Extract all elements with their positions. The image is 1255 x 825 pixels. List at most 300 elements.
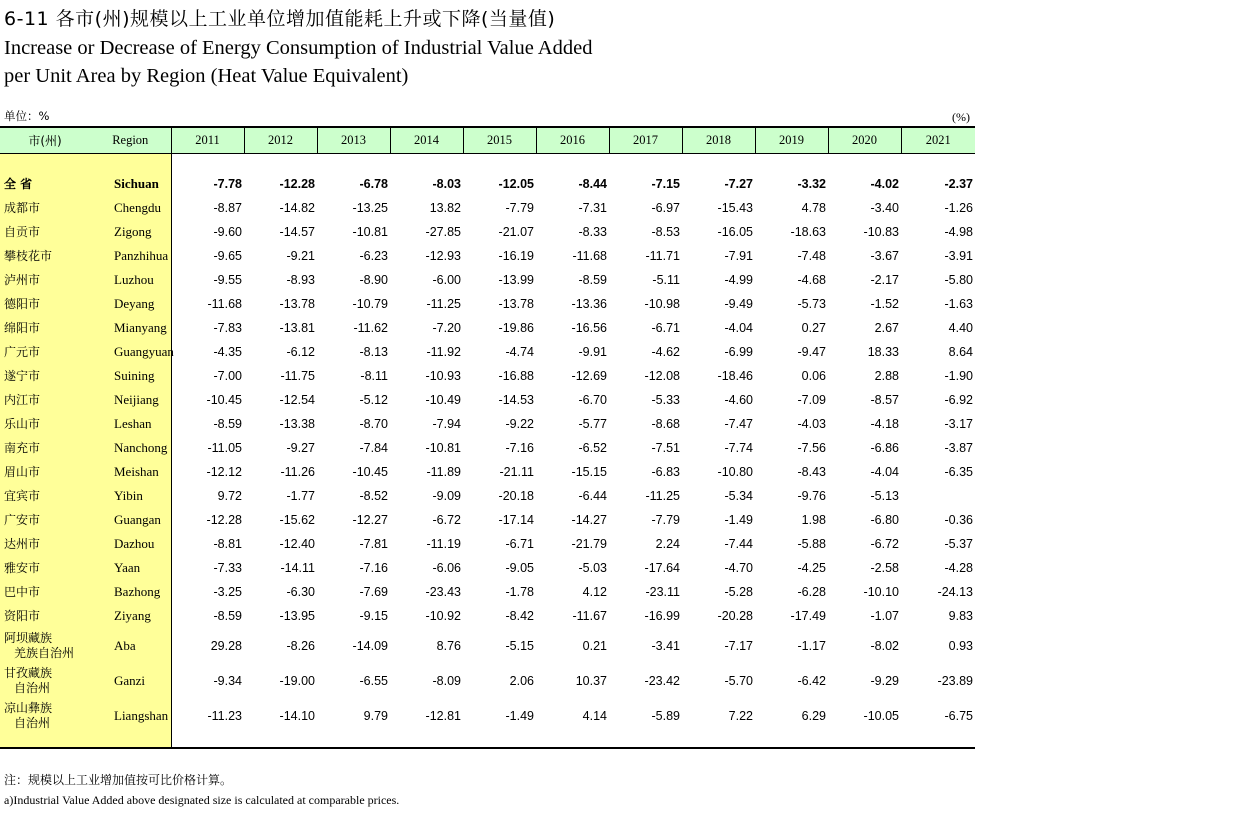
value-cell-2013: -7.84 xyxy=(359,441,388,455)
energy-table xyxy=(0,126,975,749)
value-cell-2012: -13.38 xyxy=(279,417,315,431)
value-cell-2012: -8.26 xyxy=(286,638,315,653)
region-name-en: Yaan xyxy=(90,556,171,580)
city-name-cn-line1: 广元市 xyxy=(4,344,41,359)
end-cell xyxy=(171,733,975,748)
end-cell xyxy=(0,733,90,748)
value-cell-2012: -14.10 xyxy=(279,708,315,723)
region-name-en: Ziyang xyxy=(90,604,171,628)
value-cell-2013: -7.16 xyxy=(359,561,388,575)
value-cell-2014: -11.92 xyxy=(426,345,461,359)
value-cell-2012: -14.11 xyxy=(280,561,315,575)
city-name-cn xyxy=(0,268,90,292)
value-cell-2018: -15.43 xyxy=(717,201,753,215)
value-cell-2017: -8.68 xyxy=(651,417,680,431)
value-cell-2011: -8.81 xyxy=(171,532,244,556)
city-name-cn xyxy=(0,316,90,340)
value-cell-2015: -9.22 xyxy=(505,417,534,431)
value-cell-2019: -9.76 xyxy=(797,489,826,503)
region-name-en: Panzhihua xyxy=(90,244,171,268)
city-name-cn xyxy=(0,580,90,604)
region-name-en: Guangan xyxy=(90,508,171,532)
region-name-en: Deyang xyxy=(90,292,171,316)
table-row xyxy=(0,292,975,316)
value-cell-2015: -1.49 xyxy=(505,708,534,723)
value-cell-2014: -9.09 xyxy=(432,489,461,503)
value-cell-2013: -9.15 xyxy=(359,609,388,623)
table-row xyxy=(0,220,975,244)
value-cell-2020: -6.86 xyxy=(870,441,899,455)
value-cell-2020: -8.02 xyxy=(870,638,899,653)
value-cell-2016: -5.03 xyxy=(578,561,607,575)
value-cell-2021: -2.37 xyxy=(944,177,973,191)
city-name-cn xyxy=(0,292,90,316)
value-cell-2013: -6.23 xyxy=(359,249,388,263)
value-cell-2018: -4.70 xyxy=(724,561,753,575)
value-cell-2016: 4.12 xyxy=(582,585,607,599)
value-cell-2018: -7.47 xyxy=(724,417,753,431)
table-title-en xyxy=(4,34,704,90)
value-cell-2021 xyxy=(901,484,975,508)
value-cell-2017: -5.89 xyxy=(651,708,680,723)
table-row xyxy=(0,268,975,292)
value-cell-2015: -7.16 xyxy=(505,441,534,455)
value-cell-2015: -5.15 xyxy=(505,638,534,653)
header-year-2017: 2017 xyxy=(609,127,682,154)
value-cell-2020: -3.40 xyxy=(870,201,899,215)
value-cell-2015: -9.05 xyxy=(505,561,534,575)
value-cell-2018: -7.74 xyxy=(724,441,753,455)
value-cell-2021: -3.87 xyxy=(944,441,973,455)
value-cell-2011: -11.68 xyxy=(171,292,244,316)
value-cell-2014: -10.81 xyxy=(425,441,461,455)
value-cell-2015: -13.78 xyxy=(498,297,534,311)
value-cell-2012: -13.95 xyxy=(279,609,315,623)
value-cell-2021: -23.89 xyxy=(937,673,973,688)
value-cell-2019: 1.98 xyxy=(801,513,826,527)
value-cell-2021: -6.35 xyxy=(944,465,973,479)
value-cell-2013: -10.79 xyxy=(352,297,388,311)
value-cell-2015: -21.07 xyxy=(498,225,534,239)
table-row xyxy=(0,244,975,268)
value-cell-2017: -11.25 xyxy=(645,489,680,503)
value-cell-2014: -7.94 xyxy=(432,417,461,431)
city-name-cn-line1: 泸州市 xyxy=(4,272,41,287)
value-cell-2012: -6.30 xyxy=(286,585,315,599)
value-cell-2015: -20.18 xyxy=(498,489,534,503)
city-name-cn xyxy=(0,508,90,532)
value-cell-2018: -20.28 xyxy=(717,609,753,623)
footnote-cn: 注：规模以上工业增加值按可比价格计算。 xyxy=(4,773,233,787)
spacer-cell xyxy=(90,154,171,173)
city-name-cn-line1: 南充市 xyxy=(4,440,41,455)
table-row xyxy=(0,532,975,556)
value-cell-2015: -17.14 xyxy=(498,513,534,527)
table-end-row xyxy=(0,733,975,748)
spacer-cell xyxy=(244,154,975,173)
city-name-cn xyxy=(0,460,90,484)
city-name-cn-line1: 全 省 xyxy=(4,176,33,191)
table-title-cn: 6-11 各市(州)规模以上工业单位增加值能耗上升或下降(当量值) xyxy=(4,8,556,30)
value-cell-2018: -1.49 xyxy=(724,513,753,527)
value-cell-2011: 29.28 xyxy=(171,628,244,663)
value-cell-2017: -7.79 xyxy=(651,513,680,527)
value-cell-2021: -6.75 xyxy=(944,708,973,723)
region-name-en: Leshan xyxy=(90,412,171,436)
value-cell-2011: -9.60 xyxy=(171,220,244,244)
title-en-line2: per Unit Area by Region (Heat Value Equivalent) xyxy=(4,65,409,87)
value-cell-2017: -4.62 xyxy=(651,345,680,359)
city-name-cn xyxy=(0,604,90,628)
value-cell-2012: -11.26 xyxy=(280,465,315,479)
value-cell-2021: -1.26 xyxy=(944,201,973,215)
value-cell-2012: -12.28 xyxy=(279,177,315,191)
table-row xyxy=(0,436,975,460)
value-cell-2014: -7.20 xyxy=(432,321,461,335)
value-cell-2018: -9.49 xyxy=(724,297,753,311)
value-cell-2019: -6.28 xyxy=(797,585,826,599)
city-name-cn-line1: 广安市 xyxy=(4,512,41,527)
value-cell-2011: 9.72 xyxy=(171,484,244,508)
value-cell-2016: -7.31 xyxy=(578,201,607,215)
table-row xyxy=(0,663,975,698)
region-name-en: Bazhong xyxy=(90,580,171,604)
title-en-line1: Increase or Decrease of Energy Consumption of Industrial Value Added xyxy=(4,37,593,59)
value-cell-2018: -5.28 xyxy=(724,585,753,599)
value-cell-2019: -7.09 xyxy=(797,393,826,407)
city-name-cn xyxy=(0,436,90,460)
value-cell-2014: -6.06 xyxy=(432,561,461,575)
value-cell-2021: -4.28 xyxy=(944,561,973,575)
value-cell-2012: -19.00 xyxy=(279,673,315,688)
region-name-en: Dazhou xyxy=(90,532,171,556)
table-row xyxy=(0,388,975,412)
value-cell-2015: -19.86 xyxy=(498,321,534,335)
value-cell-2011: -12.12 xyxy=(171,460,244,484)
value-cell-2021: 4.40 xyxy=(948,321,973,335)
value-cell-2014: -11.19 xyxy=(426,537,461,551)
value-cell-2014: -12.81 xyxy=(425,708,461,723)
value-cell-2019: 6.29 xyxy=(801,708,826,723)
city-name-cn-line1: 内江市 xyxy=(4,392,41,407)
table-row xyxy=(0,604,975,628)
header-region-en: Region xyxy=(90,127,171,154)
value-cell-2020: -10.83 xyxy=(863,225,899,239)
value-cell-2019: -6.42 xyxy=(797,673,826,688)
value-cell-2015: -4.74 xyxy=(505,345,534,359)
value-cell-2016: -5.77 xyxy=(578,417,607,431)
city-name-cn-line2: 羌族自治州 xyxy=(14,645,75,660)
value-cell-2013: -10.45 xyxy=(352,465,388,479)
table-row xyxy=(0,340,975,364)
value-cell-2017: -10.98 xyxy=(644,297,680,311)
value-cell-2021: -0.36 xyxy=(944,513,973,527)
value-cell-2013: -10.81 xyxy=(352,225,388,239)
value-cell-2020: -10.05 xyxy=(863,708,899,723)
city-name-cn xyxy=(0,698,90,733)
header-year-2021: 2021 xyxy=(901,127,975,154)
value-cell-2014: -27.85 xyxy=(425,225,461,239)
value-cell-2020: -2.17 xyxy=(870,273,899,287)
city-name-cn-line1: 甘孜藏族 xyxy=(4,665,53,680)
region-name-en: Luzhou xyxy=(90,268,171,292)
value-cell-2020: -6.72 xyxy=(870,537,899,551)
value-cell-2020: -1.52 xyxy=(870,297,899,311)
value-cell-2012: -14.82 xyxy=(279,201,315,215)
value-cell-2013: -5.12 xyxy=(359,393,388,407)
value-cell-2020: -4.18 xyxy=(870,417,899,431)
city-name-cn xyxy=(0,556,90,580)
value-cell-2018: -7.17 xyxy=(724,638,753,653)
value-cell-2016: -8.33 xyxy=(578,225,607,239)
region-name-en: Liangshan xyxy=(90,698,171,733)
value-cell-2014: -11.25 xyxy=(426,297,461,311)
region-name-en: Yibin xyxy=(90,484,171,508)
value-cell-2014: -12.93 xyxy=(425,249,461,263)
region-name-en: Guangyuan xyxy=(90,340,171,364)
value-cell-2011: -7.83 xyxy=(171,316,244,340)
value-cell-2013: -8.13 xyxy=(359,345,388,359)
value-cell-2014: -8.03 xyxy=(432,177,461,191)
value-cell-2013: -8.11 xyxy=(360,369,388,383)
region-name-en: Mianyang xyxy=(90,316,171,340)
table-row xyxy=(0,698,975,733)
value-cell-2011: -7.78 xyxy=(171,172,244,196)
value-cell-2015: -21.11 xyxy=(499,465,534,479)
value-cell-2013: -11.62 xyxy=(353,321,388,335)
value-cell-2015: -14.53 xyxy=(498,393,534,407)
city-name-cn-line1: 阿坝藏族 xyxy=(4,630,53,645)
city-name-cn-line1: 雅安市 xyxy=(4,560,41,575)
value-cell-2014: -23.43 xyxy=(425,585,461,599)
value-cell-2016: -16.56 xyxy=(571,321,607,335)
city-name-cn-line1: 资阳市 xyxy=(4,608,41,623)
city-name-cn-line1: 自贡市 xyxy=(4,224,41,239)
value-cell-2017: -17.64 xyxy=(644,561,680,575)
table-body xyxy=(0,154,975,749)
value-cell-2020: -5.13 xyxy=(870,489,899,503)
value-cell-2014: -6.00 xyxy=(432,273,461,287)
value-cell-2012: -9.21 xyxy=(286,249,315,263)
city-name-cn-line1: 巴中市 xyxy=(4,584,41,599)
value-cell-2017: -7.51 xyxy=(651,441,680,455)
value-cell-2019: -1.17 xyxy=(797,638,826,653)
value-cell-2012: -13.78 xyxy=(279,297,315,311)
value-cell-2014: -10.92 xyxy=(425,609,461,623)
value-cell-2017: -6.83 xyxy=(651,465,680,479)
value-cell-2019: 4.78 xyxy=(801,201,826,215)
value-cell-2016: -8.59 xyxy=(578,273,607,287)
table-row-total xyxy=(0,172,975,196)
value-cell-2017: -11.71 xyxy=(645,249,680,263)
value-cell-2015: 2.06 xyxy=(509,673,534,688)
header-year-2019: 2019 xyxy=(755,127,828,154)
value-cell-2013: -7.69 xyxy=(359,585,388,599)
region-name-en: Suining xyxy=(90,364,171,388)
value-cell-2021: 0.93 xyxy=(948,638,973,653)
value-cell-2012: -8.93 xyxy=(286,273,315,287)
value-cell-2020: 18.33 xyxy=(867,345,899,359)
value-cell-2018: -5.70 xyxy=(724,673,753,688)
end-cell xyxy=(90,733,171,748)
value-cell-2011: -11.05 xyxy=(171,436,244,460)
value-cell-2014: -11.89 xyxy=(426,465,461,479)
value-cell-2013: -8.52 xyxy=(359,489,388,503)
value-cell-2018: -4.04 xyxy=(724,321,753,335)
spacer-row xyxy=(0,154,975,173)
value-cell-2018: -10.80 xyxy=(717,465,753,479)
value-cell-2019: -17.49 xyxy=(790,609,826,623)
value-cell-2015: -16.19 xyxy=(498,249,534,263)
table-row xyxy=(0,364,975,388)
value-cell-2021: 8.64 xyxy=(948,345,973,359)
value-cell-2012: -1.77 xyxy=(286,489,315,503)
value-cell-2020: -3.67 xyxy=(870,249,899,263)
unit-label-en: (%) xyxy=(952,110,970,124)
header-year-2013: 2013 xyxy=(317,127,390,154)
value-cell-2011: -8.59 xyxy=(171,604,244,628)
header-year-2020: 2020 xyxy=(828,127,901,154)
value-cell-2020: -10.10 xyxy=(863,585,899,599)
value-cell-2011: -9.55 xyxy=(171,268,244,292)
header-year-2016: 2016 xyxy=(536,127,609,154)
table-row xyxy=(0,580,975,604)
value-cell-2018: -6.99 xyxy=(724,345,753,359)
value-cell-2016: -15.15 xyxy=(571,465,607,479)
region-name-en: Nanchong xyxy=(90,436,171,460)
value-cell-2015: -12.05 xyxy=(498,177,534,191)
value-cell-2018: 7.22 xyxy=(728,708,753,723)
value-cell-2021: -1.90 xyxy=(944,369,973,383)
table-row xyxy=(0,460,975,484)
value-cell-2018: -4.99 xyxy=(724,273,753,287)
value-cell-2012: -11.75 xyxy=(280,369,315,383)
region-name-en: Sichuan xyxy=(90,172,171,196)
region-name-en: Neijiang xyxy=(90,388,171,412)
value-cell-2019: 0.27 xyxy=(801,321,826,335)
spacer-cell xyxy=(171,154,244,173)
value-cell-2020: -4.04 xyxy=(870,465,899,479)
city-name-cn-line1: 宜宾市 xyxy=(4,488,41,503)
value-cell-2012: -15.62 xyxy=(279,513,315,527)
region-name-en: Zigong xyxy=(90,220,171,244)
value-cell-2017: -5.11 xyxy=(652,273,680,287)
region-name-en: Meishan xyxy=(90,460,171,484)
table-row xyxy=(0,196,975,220)
value-cell-2011: -8.59 xyxy=(171,412,244,436)
value-cell-2021: -5.80 xyxy=(944,273,973,287)
value-cell-2021: -5.37 xyxy=(944,537,973,551)
region-name-en: Ganzi xyxy=(90,663,171,698)
value-cell-2016: -6.44 xyxy=(578,489,607,503)
value-cell-2016: -13.36 xyxy=(571,297,607,311)
value-cell-2017: -12.08 xyxy=(644,369,680,383)
city-name-cn-line1: 攀枝花市 xyxy=(4,248,53,263)
city-name-cn xyxy=(0,340,90,364)
city-name-cn-line1: 凉山彝族 xyxy=(4,700,53,715)
value-cell-2019: -5.88 xyxy=(797,537,826,551)
header-year-2011: 2011 xyxy=(171,127,244,154)
value-cell-2018: -7.27 xyxy=(724,177,753,191)
value-cell-2018: -18.46 xyxy=(717,369,753,383)
city-name-cn-line1: 遂宁市 xyxy=(4,368,41,383)
value-cell-2011: -4.35 xyxy=(171,340,244,364)
value-cell-2017: -23.42 xyxy=(644,673,680,688)
value-cell-2013: -6.55 xyxy=(359,673,388,688)
value-cell-2017: -3.41 xyxy=(651,638,680,653)
table-row xyxy=(0,412,975,436)
value-cell-2019: -7.48 xyxy=(797,249,826,263)
table-row xyxy=(0,556,975,580)
value-cell-2016: -8.44 xyxy=(578,177,607,191)
table-row xyxy=(0,484,975,508)
value-cell-2013: -7.81 xyxy=(359,537,388,551)
value-cell-2021: -4.98 xyxy=(944,225,973,239)
value-cell-2012: -6.12 xyxy=(286,345,315,359)
value-cell-2011: -12.28 xyxy=(171,508,244,532)
value-cell-2014: -10.93 xyxy=(425,369,461,383)
city-name-cn-line2: 自治州 xyxy=(14,715,51,730)
value-cell-2014: 8.76 xyxy=(436,638,461,653)
city-name-cn-line1: 绵阳市 xyxy=(4,320,41,335)
value-cell-2017: -5.33 xyxy=(651,393,680,407)
value-cell-2018: -4.60 xyxy=(724,393,753,407)
value-cell-2018: -7.91 xyxy=(724,249,753,263)
value-cell-2020: -8.57 xyxy=(870,393,899,407)
value-cell-2014: -10.49 xyxy=(425,393,461,407)
city-name-cn xyxy=(0,412,90,436)
value-cell-2019: -18.63 xyxy=(790,225,826,239)
value-cell-2017: -8.53 xyxy=(651,225,680,239)
city-name-cn-line1: 乐山市 xyxy=(4,416,41,431)
value-cell-2016: -11.68 xyxy=(572,249,607,263)
value-cell-2015: -16.88 xyxy=(498,369,534,383)
value-cell-2011: -11.23 xyxy=(171,698,244,733)
value-cell-2014: -8.09 xyxy=(432,673,461,688)
value-cell-2019: 0.06 xyxy=(801,369,826,383)
unit-label-cn: 单位：% xyxy=(4,109,50,123)
city-name-cn-line2: 自治州 xyxy=(14,680,51,695)
city-name-cn xyxy=(0,244,90,268)
value-cell-2016: -11.67 xyxy=(572,609,607,623)
value-cell-2020: -6.80 xyxy=(870,513,899,527)
value-cell-2016: -21.79 xyxy=(571,537,607,551)
region-name-en: Chengdu xyxy=(90,196,171,220)
value-cell-2012: -13.81 xyxy=(279,321,315,335)
header-city-cn: 市(州) xyxy=(0,127,90,154)
header-year-2018: 2018 xyxy=(682,127,755,154)
value-cell-2017: -7.15 xyxy=(651,177,680,191)
value-cell-2021: -3.91 xyxy=(944,249,973,263)
city-name-cn-line1: 德阳市 xyxy=(4,296,41,311)
table-row xyxy=(0,628,975,663)
city-name-cn xyxy=(0,628,90,663)
value-cell-2016: -9.91 xyxy=(578,345,607,359)
value-cell-2016: -6.70 xyxy=(578,393,607,407)
city-name-cn xyxy=(0,388,90,412)
value-cell-2016: 4.14 xyxy=(582,708,607,723)
value-cell-2019: -5.73 xyxy=(797,297,826,311)
value-cell-2020: -1.07 xyxy=(870,609,899,623)
value-cell-2011: -9.65 xyxy=(171,244,244,268)
value-cell-2017: -6.97 xyxy=(651,201,680,215)
value-cell-2019: -4.03 xyxy=(797,417,826,431)
value-cell-2016: 0.21 xyxy=(582,638,607,653)
city-name-cn xyxy=(0,484,90,508)
value-cell-2013: -8.70 xyxy=(359,417,388,431)
value-cell-2019: -3.32 xyxy=(797,177,826,191)
value-cell-2017: -6.71 xyxy=(651,321,680,335)
